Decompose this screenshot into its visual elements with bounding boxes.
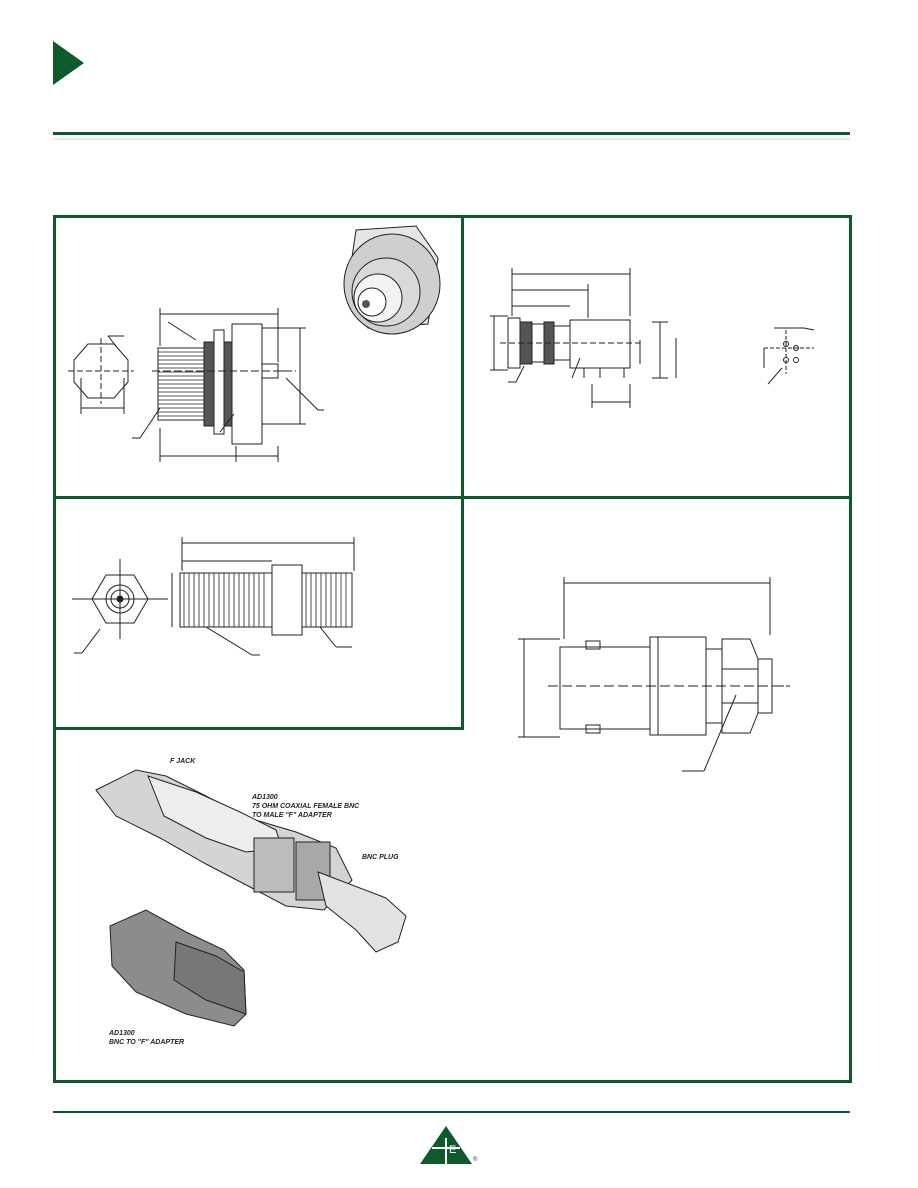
bnc-adapter-drawing [464, 499, 849, 799]
caption-bnc-plug: BNC PLUG [362, 854, 399, 861]
caption-bottom-line2: BNC TO "F" ADAPTER [109, 1039, 185, 1046]
panel-adapter-rendering [56, 730, 461, 1075]
bulkhead-connector-drawing [56, 218, 461, 496]
company-logo-icon [418, 1124, 474, 1166]
header-rule-shadow [53, 138, 850, 140]
pcb-mount-connector-drawing [464, 218, 849, 496]
bulkhead-jack-render [344, 226, 440, 334]
panel-bnc-adapter-drawing [464, 499, 849, 799]
registered-mark: ® [473, 1157, 478, 1163]
caption-f-jack: F JACK [170, 758, 196, 765]
footer-rule [53, 1111, 850, 1113]
panel-hex-adapter-drawing [56, 499, 461, 727]
logo-letter: E [449, 1144, 457, 1156]
caption-adapter-line1: AD1300 [252, 794, 278, 801]
hex-adapter-drawing [56, 499, 461, 727]
panel-pcb-mount-drawing [464, 218, 849, 496]
header-rule [53, 132, 850, 135]
adapter-exploded-render [56, 730, 461, 1075]
caption-bottom-line1: AD1300 [109, 1030, 135, 1037]
caption-adapter-line3: TO MALE "F" ADAPTER [252, 812, 332, 819]
caption-adapter-line2: 75 OHM COAXIAL FEMALE BNC [252, 803, 360, 810]
panel-bulkhead-drawing [56, 218, 461, 496]
header-triangle-icon [53, 41, 84, 85]
